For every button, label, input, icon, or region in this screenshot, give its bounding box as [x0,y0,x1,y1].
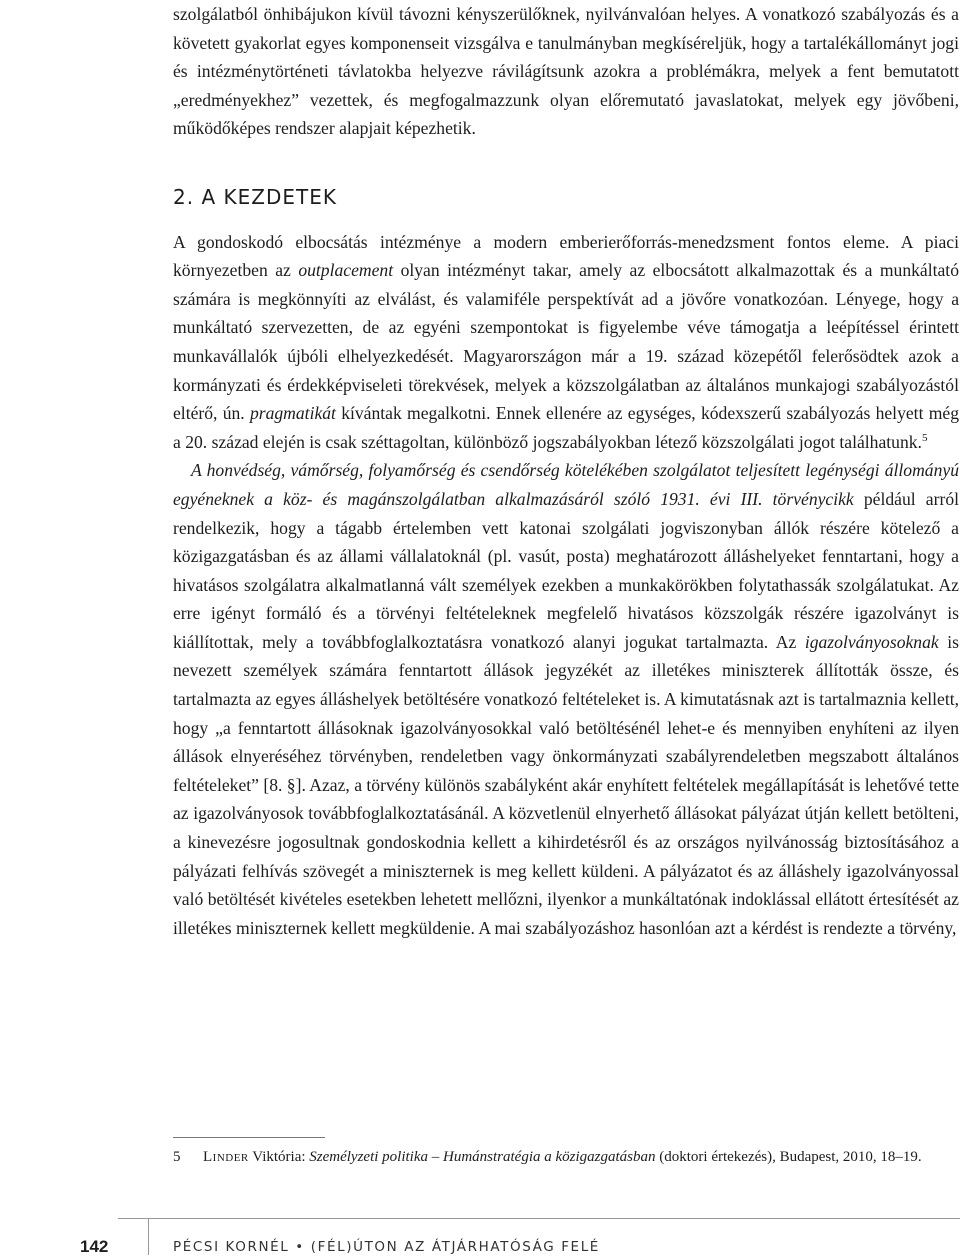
running-footer: PÉCSI KORNÉL • (FÉL)ÚTON AZ ÁTJÁRHATÓSÁG FELÉ [173,1239,600,1255]
section-title: A KEZDETEK [201,184,337,209]
section-number: 2. [173,184,195,209]
paragraph-text: például arról rendelkezik, hogy a tágabb értelemben vett katonai szolgálati jogviszonyban állók részére kötelező a közigazgatásban és az állami vállalatoknál (pl. vasút, posta) meghatározott álláshelyeket fenntartani, hogy a hivatásos szolgálatra alkalmatlanná vált személyek ezekben a munkakörökben folytathassák szolgálatukat. Az erre igényt formáló és a törvényi feltételeknek megfelelő hivatásos közszolgák részére igazolványt is kiállítottak, mely a továbbfoglalkoztatásra vonatkozó alanyi jogukat tartalmazta. Az [173,488,960,652]
footnote-rest: (doktori értekezés), Budapest, 2010, 18–19. [655,1149,922,1165]
footnote-author-first: Viktória: [248,1149,310,1165]
footer-divider [148,1219,149,1255]
italic-term: outplacement [298,260,394,281]
footnote-title: Személyzeti politika – Humánstratégia a közigazgatásban [309,1149,656,1165]
footnote-separator [173,1137,325,1138]
paragraph-outplacement [173,228,959,457]
italic-term: igazolványosoknak [804,631,939,652]
footnote-number: 5 [173,1149,181,1165]
page-number: 142 [80,1237,109,1256]
main-text-column [173,0,959,942]
paragraph-text: olyan intézményt takar, amely az elbocsátott alkalmazottak és a munkáltató számára is megkönnyíti az elválást, és valamiféle perspektívát ad a jövőre vonatkozóan. Lényege, hogy a munkáltató szervezetten, de az egyéni szempontokat is figyelembe véve támogatja a leépítéssel érintett munkavállalók újbóli elhelyezkedését. Magyarországon már a 19. század közepétől felerősödtek azok a kormányzati és érdekképviseleti törekvések, melyek a közszolgálatban az általános munkajogi szabályozástól eltérő, ún. [173,260,959,424]
law-title: A honvédség, vámőrség, folyamőrség és csendőrség kötelékében szolgálatot teljesített legénységi állományú egyéneknek a köz- és magánszolgálatban alkalmazásáról szóló 1931. évi III. törvénycikk [173,460,959,509]
footnote [173,1145,959,1169]
footnote-reference[interactable]: 5 [921,431,928,444]
footnote-author: Linder [203,1149,249,1165]
paragraph-law-1931 [173,456,959,942]
italic-term: pragmatikát [249,403,336,424]
footer-rule [118,1218,960,1219]
intro-paragraph: szolgálatból önhibájukon kívül távozni kényszerülőknek, nyilvánvalóan helyes. A vonatkozó szabályozás és a követett gyakorlat egyes komponenseit vizsgálva e tanulmányban megkíséreljük, hogy a tartalékállományt jogi és intézménytörténeti távlatokba helyezve rávilágítsunk azokra a problémákra, melyek a fent bemutatott „eredményekhez” vezettek, és megfogalmazzunk olyan előremutató javaslatokat, melyek egy jövőbeni, működőképes rendszer alapjait képezhetik. [173,4,959,139]
footnote-body [203,1145,959,1169]
paragraph-text: is nevezett személyek számára fenntartott állások jegyzékét az illetékes miniszterek állították össze, és tartalmazta az egyes álláshelyek betöltésére vonatkozó feltételeket is. A kimutatásnak azt is tartalmaznia kellett, hogy „a fenntartott állásoknak igazolványosokkal való betöltésénél lehet-e és mennyiben enyhíteni az ilyen állások elnyeréséhez törvényben, rendeletben vagy önkormányzati szabályrendeletben megszabott általános feltételeket” [8. §]. Azaz, a törvény különös szabályként akár enyhített feltételek megállapítását is lehetővé tette az igazolványosok továbbfoglalkoztatásánál. A közvetlenül elnyerhető állásokat pályázat útján kellett betölteni, a kinevezésre jogosultnak gondoskodnia kellett a kihirdetésről és az országos nyilvánosság biztosításához a pályázati felhívás szövegét a miniszternek is meg kellett küldeni. A pályázatot és az álláshely igazolványossal való betöltését kivételes esetekben lehetett mellőzni, ilyenkor a munkáltatónak indoklással ellátott értesítését az illetékes miniszternek kellett megküldenie. A mai szabályozáshoz hasonlóan azt a kérdést is rendezte a törvény, [173,631,960,938]
paragraph-text: kívántak megalkotni. Ennek ellenére az egységes, kódexszerű szabályozás helyett még a 20. század elején is csak széttagoltan, különböző jogszabályokban létező közszolgálati jogot találhatunk. [173,403,959,452]
paragraph-text: A gondoskodó elbocsátás intézménye a modern emberierőforrás-menedzsment fontos eleme. A piaci környezetben az [173,231,959,281]
section-heading [173,183,959,212]
